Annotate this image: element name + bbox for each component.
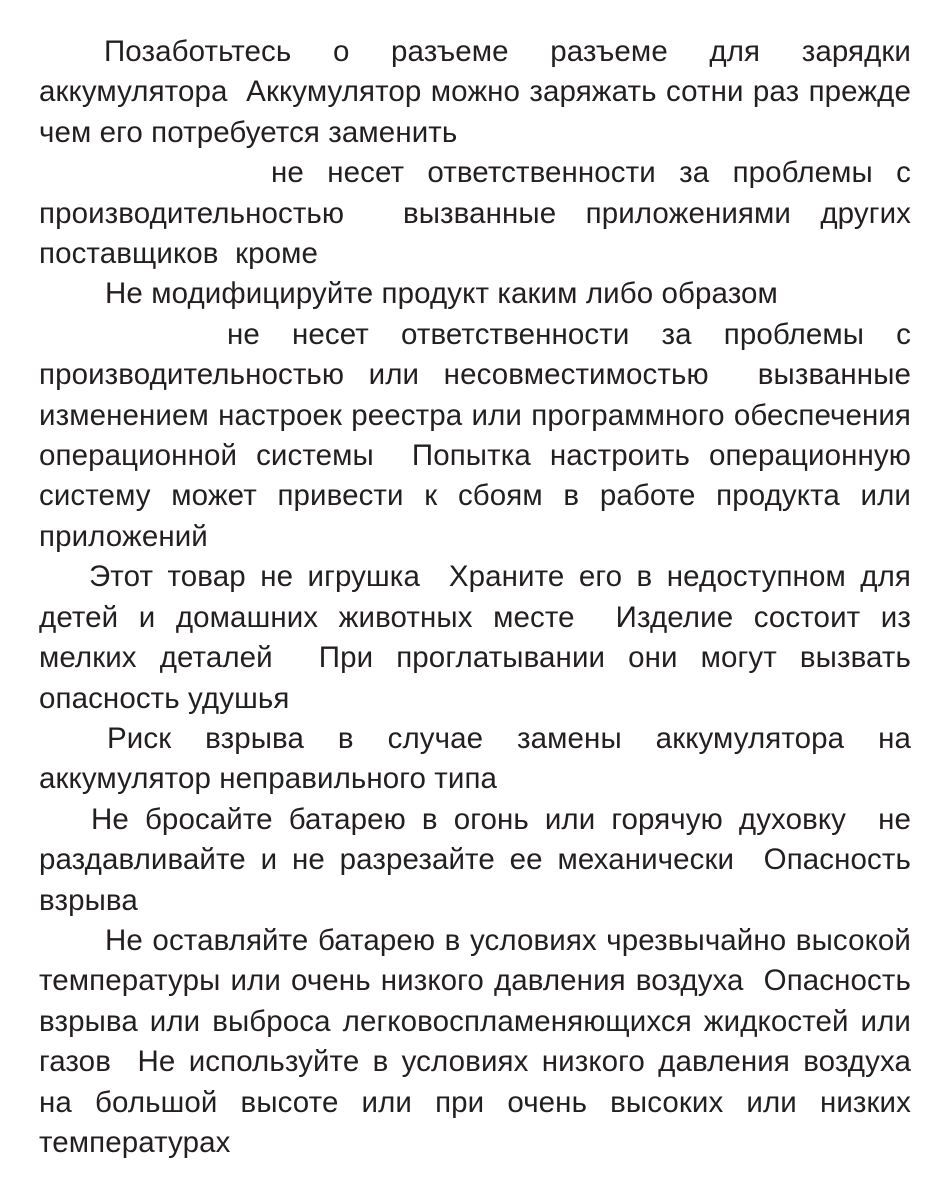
paragraph-charging-connector: Позаботьтесь о разъеме разъеме для зарядки аккумулятора Аккумулятор можно заряжать сотни раз прежде чем его потребуется заменить <box>39 35 920 149</box>
paragraph-fire-warning: Не бросайте батарею в огонь или горячую духовку не раздавливайте и не разрезайте ее механически Опасность взрыва <box>39 802 920 917</box>
paragraph-explosion-risk: Риск взрыва в случае замены аккумулятора на аккумулятор неправильного типа <box>39 721 920 796</box>
paragraph-third-party-apps: не несет ответственности за проблемы с производительностью вызванные приложениями других поставщиков кроме <box>39 156 920 271</box>
paragraph-do-not-modify: Не модифицируйте продукт каким либо образом <box>105 277 778 311</box>
paragraph-registry-settings: не несет ответственности за проблемы с производительностью или несовместимостью вызванные изменением настроек реестра или программного обеспечения операционной системы Попытка настроить операционную систему может привести к сбоям в работе продукта или приложений <box>39 317 920 553</box>
document-body <box>39 32 920 1163</box>
paragraph-not-a-toy: Этот товар не игрушка Храните его в недоступном для детей и домашних животных месте Изделие состоит из мелких деталей При проглатывании они могут вызвать опасность удушья <box>39 560 920 715</box>
paragraph-temperature-warning: Не оставляйте батарею в условиях чрезвычайно высокой температуры или очень низкого давления воздуха Опасность взрыва или выброса легковоспламеняющихся жидкостей или газов Не используйте в условиях низкого давления воздуха на большой высоте или при очень высоких или низких температурах <box>39 923 920 1159</box>
